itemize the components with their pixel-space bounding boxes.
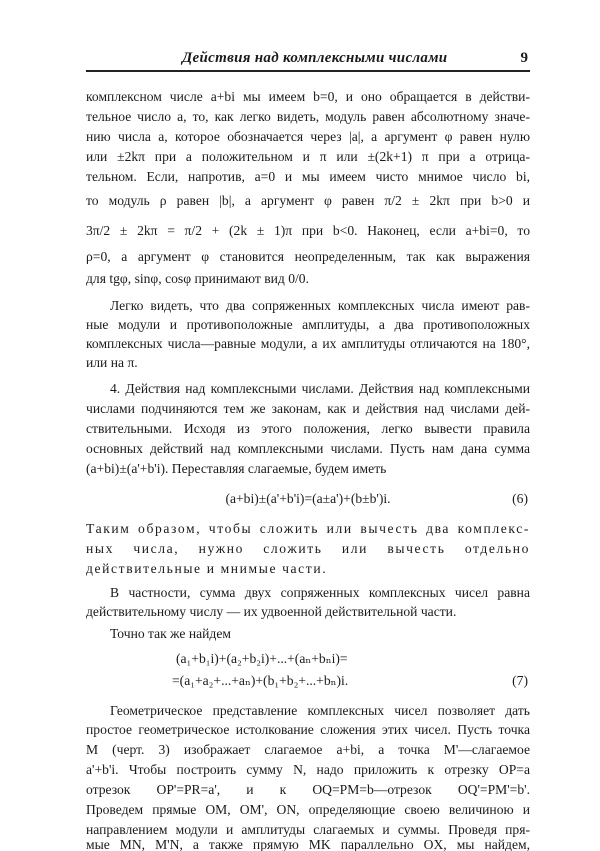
text-line: ρ=0, а аргумент φ становится неопределенным, так как выражения [86, 249, 530, 264]
text-line: комплексном числе a+bi мы имеем b=0, и оно обращается в действи- [86, 89, 530, 104]
text-line: ные модули и противоположные амплитуды, а два противоположных [86, 317, 530, 332]
equation-6-number: (6) [512, 491, 528, 506]
paragraph-first-line: Точно так же найдем [110, 626, 231, 641]
text-line: комплексных числа—равные модули, а их амплитуды отличаются на 180°, [86, 336, 530, 351]
paragraph-first-line: Легко видеть, что два сопряженных комплексных числа имеют рав- [110, 298, 530, 313]
text-line: нию числа a, которое обозначается через |a|, а аргумент φ равен нулю [86, 129, 530, 144]
equation-6 [86, 490, 530, 508]
text-line: 3π/2 ± 2kπ = π/2 + (2k ± 1)π при b<0. Наконец, если a+bi=0, то [86, 223, 530, 238]
paragraph-first-line: Геометрическое представление комплексных чисел позволяет дать [110, 703, 530, 718]
text-line: или ±2kπ при a положительном и π или ±(2k+1) π при a отрица- [86, 149, 530, 164]
text-line: a'+b'i. Чтобы построить сумму N, надо приложить к отрезку OP=a [86, 762, 530, 777]
equation-6-text: (a+bi)±(a'+b'i)=(a±a')+(b±b')i. [225, 491, 391, 506]
text-line: Проведем прямые OM, OM', ON, определяющие своею величиною и [86, 802, 530, 817]
header-rule [86, 70, 530, 72]
equation-7-number: (7) [512, 673, 528, 688]
text-line: направлением модули и амплитуды слагаемых и суммы. Проведя пря- [86, 822, 530, 837]
text-line: для tgφ, sinφ, cosφ принимают вид 0/0. [86, 271, 309, 286]
equation-7-line-2-text: =(a₁+a₂+...+aₙ)+(b₁+b₂+...+bₙ)i. [172, 673, 349, 688]
text-line: M (черт. 3) изображает слагаемое a+bi, а точка M'—слагаемое [86, 742, 530, 757]
text-line: действительному числу — их удвоенной действительной части. [86, 604, 457, 619]
text-line-spaced: действительные и мнимые части. [86, 561, 328, 576]
text-line: тельном. Если, напротив, a=0 и мы имеем чисто мнимое число bi, [86, 169, 530, 184]
page-number: 9 [520, 50, 528, 66]
text-line: простое геометрическое истолкование сложения этих чисел. Пусть точка [86, 722, 530, 737]
text-line-spaced: Таким образом, чтобы сложить или вычесть два комплекс- [86, 521, 530, 536]
equation-7-line-2 [86, 672, 530, 690]
text-line: основных действий над комплексными числами. Пусть нам дана сумма [86, 441, 530, 456]
text-line: тельное число a, то, как легко видеть, модуль равен абсолютному значе- [86, 109, 530, 124]
text-line-spaced: ных числа, нужно сложить или вычесть отдельно [86, 541, 530, 556]
text-line: числами подчиняются тем же законам, как и действия над числами дей- [86, 401, 530, 416]
equation-7-line-1: (a₁+b₁i)+(a₂+b₂i)+...+(aₙ+bₙi)= [176, 651, 348, 666]
paragraph-first-line: В частности, сумма двух сопряженных комплексных чисел равна [110, 585, 530, 600]
text-line: отрезок OP'=PR=a', и к OQ=PM=b—отрезок OQ'=PM'=b'. [86, 782, 530, 797]
text-line: мые MN, M'N, а также прямую MK параллельно OX, мы найдем, [86, 837, 530, 851]
section-heading-line: 4. Действия над комплексными числами. Действия над комплексными [110, 381, 530, 396]
text-line: то модуль ρ равен |b|, а аргумент φ равен π/2 ± 2kπ при b>0 и [86, 193, 530, 208]
text-line: ствительными. Исходя из этого положения, легко вывести правила [86, 421, 530, 436]
text-line: или на π. [86, 355, 138, 370]
running-header [86, 47, 530, 71]
running-header-title: Действия над комплексными числами [182, 50, 448, 66]
text-line: (a+bi)±(a'+b'i). Переставляя слагаемые, будем иметь [86, 461, 387, 476]
